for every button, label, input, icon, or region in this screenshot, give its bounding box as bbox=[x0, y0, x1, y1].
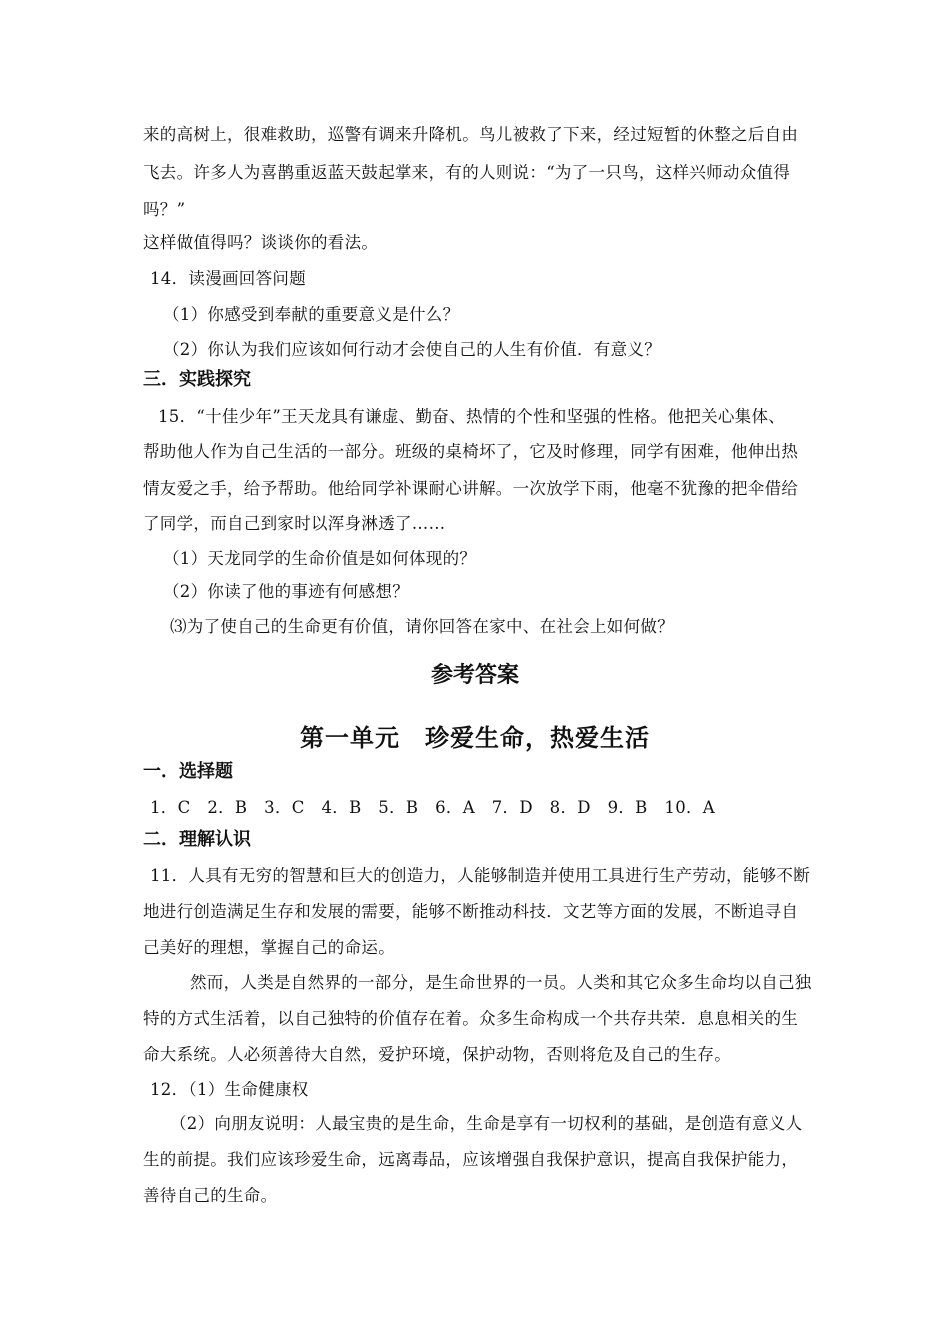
question-15-part-1: （1）天龙同学的生命价值是如何体现的？ bbox=[163, 549, 477, 568]
text-line: 飞去。许多人为喜鹊重返蓝天鼓起掌来，有的人则说：“为了一只鸟，这样兴师动众值得 bbox=[143, 163, 791, 182]
answer-12-part-1: 12．（1）生命健康权 bbox=[150, 1080, 309, 1099]
text-line: 来的高树上，很难救助，巡警有调来升降机。鸟儿被救了下来，经过短暂的休整之后自由 bbox=[143, 125, 799, 144]
question-15-part-3: ⑶为了使自己的生命更有价值，请你回答在家中、在社会上如何做？ bbox=[170, 617, 674, 636]
text-line: 生的前提。我们应该珍爱生命，远离毒品，应该增强自我保护意识，提高自我保护能力， bbox=[143, 1150, 799, 1169]
text-line: 命大系统。人必须善待大自然，爱护环境，保护动物，否则将危及自己的生存。 bbox=[143, 1045, 731, 1064]
question-14-part-1: （1）你感受到奉献的重要意义是什么？ bbox=[163, 305, 460, 324]
question-14: 14．读漫画回答问题 bbox=[150, 269, 306, 288]
question-14-part-2: （2）你认为我们应该如何行动才会使自己的人生有价值．有意义？ bbox=[163, 340, 661, 359]
text-line: 己美好的理想，掌握自己的命运。 bbox=[143, 938, 395, 957]
text-line: 特的方式生活着，以自己独特的价值存在着。众多生命构成一个共存共荣．息息相关的生 bbox=[143, 1009, 799, 1028]
unit-title: 第一单元 珍爱生命，热爱生活 bbox=[300, 724, 650, 752]
text-line: 情友爱之手，给予帮助。他给同学补课耐心讲解。一次放学下雨，他毫不犹豫的把伞借给 bbox=[143, 479, 799, 498]
section-heading-choice: 一．选择题 bbox=[143, 761, 233, 782]
text-line: 了同学，而自己到家时以浑身淋透了…… bbox=[143, 514, 446, 533]
multiple-choice-answers: 1．C 2．B 3．C 4．B 5．B 6．A 7．D 8．D 9．B 10．A bbox=[150, 798, 716, 817]
text-line: 然而，人类是自然界的一部分，是生命世界的一员。人类和其它众多生命均以自己独 bbox=[190, 973, 812, 992]
answer-12-part-2: （2）向朋友说明：人最宝贵的是生命，生命是享有一切权利的基础，是创造有意义人 bbox=[170, 1114, 803, 1133]
answer-title: 参考答案 bbox=[430, 663, 519, 688]
text-line: 帮助他人作为自己生活的一部分。班级的桌椅坏了，它及时修理，同学有困难，他伸出热 bbox=[143, 442, 799, 461]
text-line: 吗？” bbox=[143, 200, 186, 219]
question-15-part-2: （2）你读了他的事迹有何感想？ bbox=[163, 582, 409, 601]
answer-11: 11．人具有无穷的智慧和巨大的创造力，人能够制造并使用工具进行生产劳动，能够不断 bbox=[150, 866, 810, 885]
text-line: 这样做值得吗？谈谈你的看法。 bbox=[143, 233, 379, 252]
text-line: 善待自己的生命。 bbox=[143, 1186, 278, 1205]
question-15: 15．“十佳少年”王天龙具有谦虚、勤奋、热情的个性和坚强的性格。他把关心集体、 bbox=[158, 407, 786, 426]
text-line: 地进行创造满足生存和发展的需要，能够不断推动科技．文艺等方面的发展，不断追寻自 bbox=[143, 902, 799, 921]
section-heading-understand: 二．理解认识 bbox=[143, 829, 251, 850]
section-heading-practice: 三．实践探究 bbox=[143, 369, 251, 390]
